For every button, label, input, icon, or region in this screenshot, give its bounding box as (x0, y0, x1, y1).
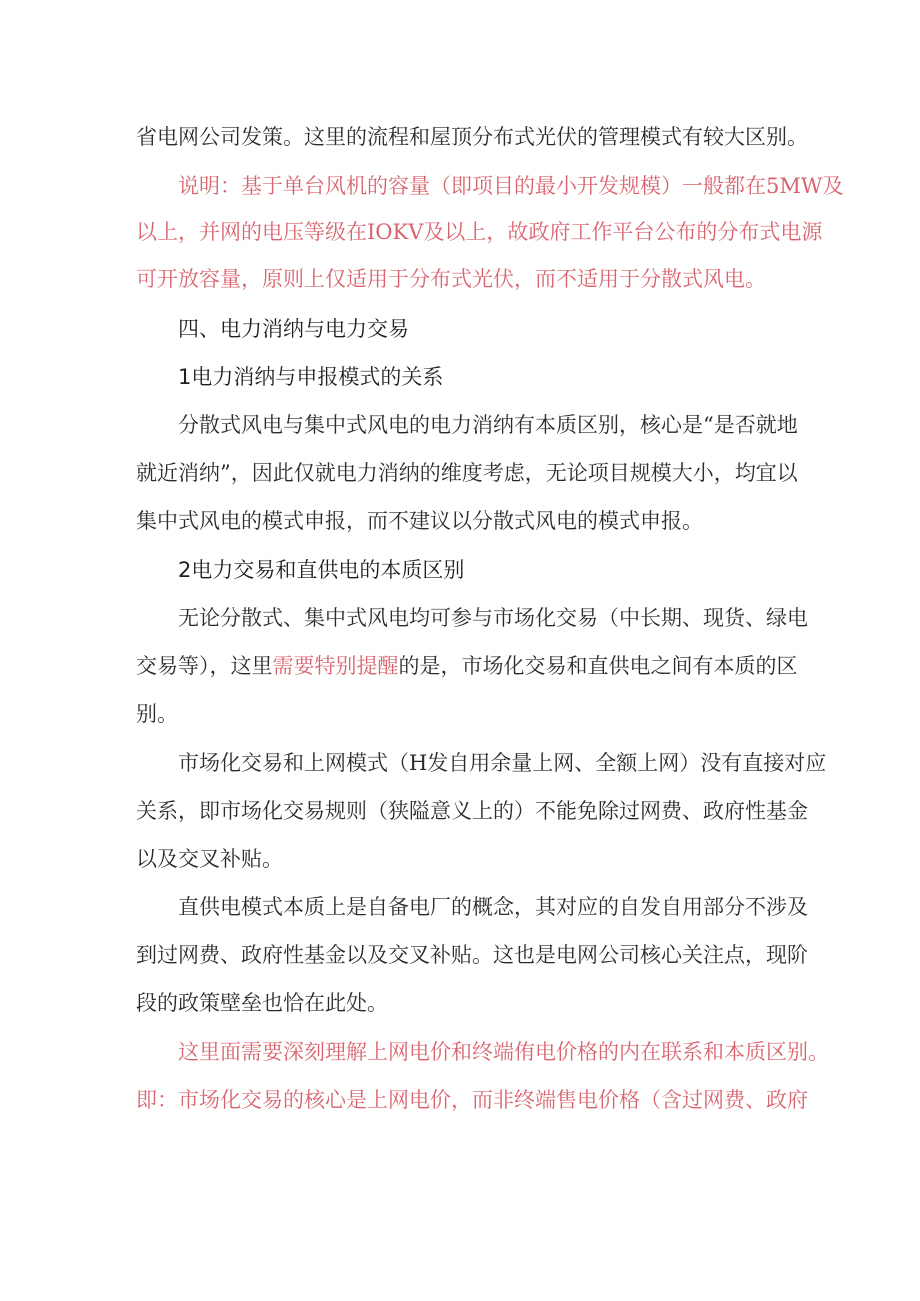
paragraph-line: 省电网公司发策。这里的流程和屋顶分布式光伏的管理模式有较大区别。 (136, 125, 808, 149)
paragraph-line (136, 646, 798, 686)
paragraph-line: 集中式风电的模式申报，而不建议以分散式风电的模式申报。 (136, 509, 703, 533)
paragraph-line: 无论分散式、集中式风电均可参与市场化交易（中长期、现货、绿电 (178, 606, 808, 630)
section-heading: 四、电力消纳与电力交易 (178, 317, 409, 341)
paragraph-line: 就近消纳”，因此仅就电力消纳的维度考虑，无论项目规模大小，均宜以 (136, 461, 798, 485)
paragraph-line: 分散式风电与集中式风电的电力消纳有本质区别，核心是“是否就地 (178, 413, 798, 437)
text-segment: 的是，市场化交易和直供电之间有本质的区 (398, 654, 798, 678)
text-segment: 交易等），这里 (136, 654, 273, 678)
subsection-heading: 1电力消纳与申报模式的关系 (178, 365, 444, 389)
paragraph-line: 以及交叉补贴。 (136, 847, 283, 871)
paragraph-line: 段的政策壁垒也恰在此处。 (136, 991, 388, 1015)
note-line: 即：市场化交易的核心是上网电价，而非终端售电价格（含过网费、政府 (136, 1088, 808, 1112)
note-line: 说明：基于单台风机的容量（即项目的最小开发规模）一般都在5MW及 (178, 174, 844, 198)
paragraph-line: 别。 (136, 702, 178, 726)
highlighted-text: 需要特别提醒 (272, 654, 399, 678)
note-line: 这里面需要深刻理解上网电价和终端侑电价格的内在联系和本质区别。 (178, 1040, 829, 1064)
paragraph-line: 到过网费、政府性基金以及交叉补贴。这也是电网公司核心关注点，现阶 (136, 943, 808, 967)
paragraph-line: 市场化交易和上网模式（H发自用余量上网、全额上网）没有直接对应 (178, 751, 827, 775)
subsection-heading: 2电力交易和直供电的本质区别 (178, 558, 465, 582)
note-line: 可开放容量，原则上仅适用于分布式光伏，而不适用于分散式风电。 (136, 267, 766, 291)
note-line: 以上，并网的电压等级在IOKV及以上，故政府工作平台公布的分布式电源 (136, 220, 823, 244)
paragraph-line: 直供电模式本质上是自备电厂的概念，其对应的自发自用部分不涉及 (178, 895, 808, 919)
paragraph-line: 关系，即市场化交易规则（狭隘意义上的）不能免除过网费、政府性基金 (136, 799, 808, 823)
